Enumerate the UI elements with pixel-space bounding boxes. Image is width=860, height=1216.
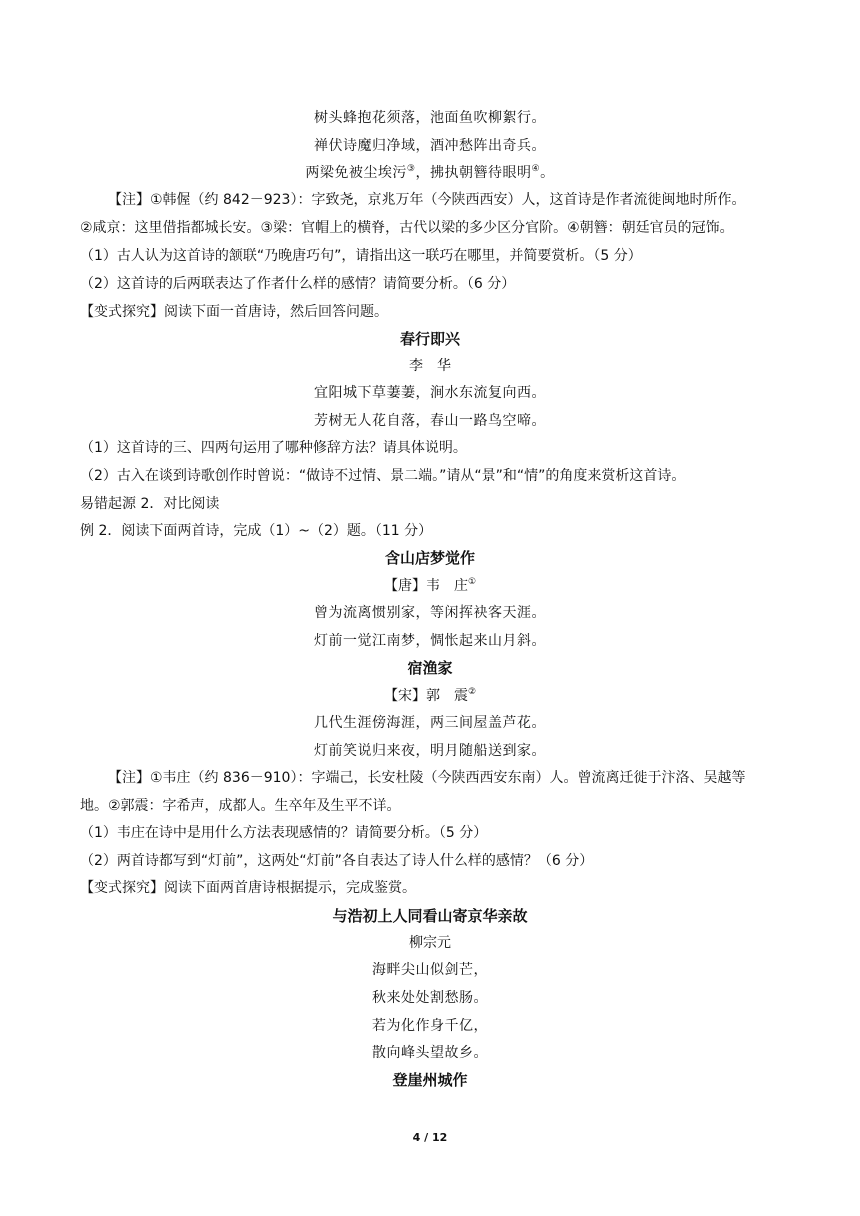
poem-author: 李 华 [409,358,451,374]
footnote-marker: ④ [531,164,541,174]
poem-title: 春行即兴 [399,330,460,348]
annotation-note: ②咸京：这里借指都城长安。③梁：官帽上的横脊，古代以梁的多少区分官阶。④朝簪：朝廷官员的冠饰。 [80,220,734,236]
question: （1）这首诗的三、四两句运用了哪种修辞方法？请具体说明。 [80,440,467,456]
variant-intro: 【变式探究】阅读下面一首唐诗，然后回答问题。 [80,304,388,320]
example-heading: 例 2．阅读下面两首诗，完成（1）~（2）题。（11 分） [80,523,433,539]
poem-title: 登崖州城作 [392,1071,468,1089]
annotation-note: 【注】①韦庄（约 836－910）：字端己，长安杜陵（今陕西西安东南）人。曾流离迁徙于汴洛、吴越等 [108,770,746,786]
poem-line: 灯前一觉江南梦，惆怅起来山月斜。 [314,633,546,649]
footnote-marker: ③ [406,164,416,174]
poem-line: 芳树无人花自落，春山一路鸟空啼。 [314,413,546,429]
annotation-note: 地。②郭震：字希声，成都人。生卒年及生平不详。 [80,798,401,814]
section-heading: 易错起源 2．对比阅读 [80,496,220,512]
poem-line: 若为化作身千亿， [372,1018,488,1034]
poem-line: 几代生涯傍海涯，两三间屋盖芦花。 [314,715,546,731]
poem-line: 树头蜂抱花须落，池面鱼吹柳絮行。 [314,110,546,126]
poem-author: 柳宗元 [409,935,451,951]
poem-line: 宜阳城下草萋萋，涧水东流复向西。 [314,385,546,401]
page-number: 4 / 12 [412,1131,448,1144]
poem-title: 与浩初上人同看山寄京华亲故 [332,907,528,925]
author-text: 【唐】韦 庄 [383,578,468,594]
author-text: 【宋】郭 震 [383,688,468,704]
poem-line: 灯前笑说归来夜，明月随船送到家。 [314,743,546,759]
poem-line: 曾为流离惯别家，等闲挥袂客天涯。 [314,605,546,621]
annotation-note: 【注】①韩偓（约 842－923）：字致尧，京兆万年（今陕西西安）人，这首诗是作者流徙闽地时所作。 [108,192,746,208]
footnote-marker: ① [467,577,477,587]
question: （1）韦庄在诗中是用什么方法表现感情的？请简要分析。（5 分） [80,825,488,841]
poem-text: 两梁免被尘埃污 [305,165,407,181]
question: （2）这首诗的后两联表达了作者什么样的感情？请简要分析。（6 分） [80,276,516,292]
poem-line: 散向峰头望故乡。 [372,1045,488,1061]
question: （2）两首诗都写到“灯前”，这两处“灯前”各自表达了诗人什么样的感情？（6 分） [80,853,594,869]
poem-text: 。 [540,165,555,181]
poem-text: ，拂执朝簪待眼明 [415,165,532,181]
poem-line: 秋来处处割愁肠。 [372,990,488,1006]
poem-line: 禅伏诗魔归净域，酒冲愁阵出奇兵。 [314,138,546,154]
poem-title: 宿渔家 [407,659,453,677]
variant-intro: 【变式探究】阅读下面两首唐诗根据提示，完成鉴赏。 [80,880,416,896]
question: （2）古入在谈到诗歌创作时曾说：“做诗不过情、景二端。”请从“景”和“情”的角度来赏析这首诗。 [80,468,686,484]
poem-line-with-notes [0,163,860,183]
poem-author [0,686,860,706]
poem-title: 含山店梦觉作 [384,549,475,567]
poem-author [0,576,860,596]
poem-line: 海畔尖山似剑芒， [372,962,488,978]
footnote-marker: ② [467,687,477,697]
question: （1）古人认为这首诗的颔联“乃晚唐巧句”，请指出这一联巧在哪里，并简要赏析。（5 分） [80,248,642,264]
